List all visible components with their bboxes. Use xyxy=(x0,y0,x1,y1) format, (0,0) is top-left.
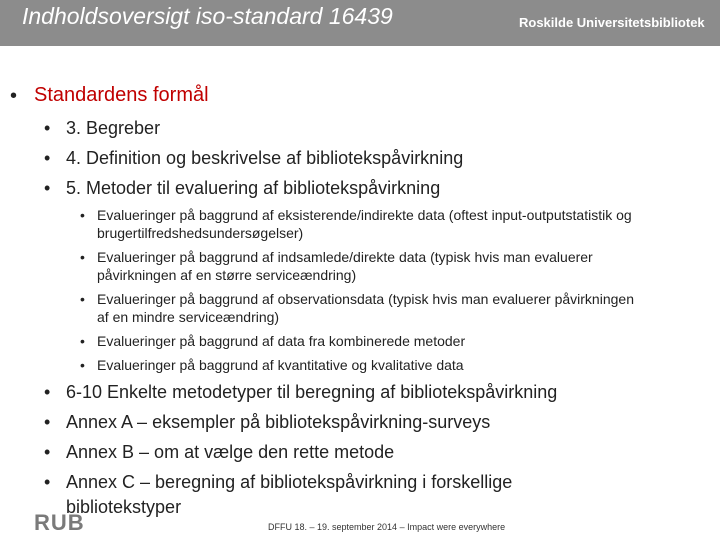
list-item: Annex C – beregning af bibliotekspåvirkning i forskellige xyxy=(66,472,513,492)
list-item: 3. Begreber xyxy=(66,118,161,138)
sub-list-item-continuation: af en mindre serviceændring) xyxy=(97,309,280,325)
bullet-icon: • xyxy=(44,442,51,462)
list-item: 6-10 Enkelte metodetyper til beregning af bibliotekspåvirkning xyxy=(66,382,558,402)
bullet-icon: • xyxy=(44,472,51,492)
sub-list-item: Evalueringer på baggrund af eksisterende/indirekte data (oftest input-outputstatistik og xyxy=(97,207,632,223)
bullet-icon: • xyxy=(80,333,85,349)
bullet-icon: • xyxy=(80,291,85,307)
bullet-icon: • xyxy=(44,178,51,198)
sub-list-item: Evalueringer på baggrund af indsamlede/direkte data (typisk hvis man evaluerer xyxy=(97,249,593,265)
footer-logo: RUB xyxy=(34,510,85,535)
bullet-icon: • xyxy=(80,357,85,373)
list-item-continuation: bibliotekstyper xyxy=(66,497,182,517)
bullet-icon: • xyxy=(10,85,18,107)
list-item: Annex B – om at vælge den rette metode xyxy=(66,442,395,462)
library-logo: Roskilde Universitetsbibliotek xyxy=(519,15,705,30)
sub-list-item: Evalueringer på baggrund af kvantitative og kvalitative data xyxy=(97,357,464,373)
bullet-icon: • xyxy=(44,148,51,168)
bullet-icon: • xyxy=(44,118,51,138)
sub-list-item: Evalueringer på baggrund af observationsdata (typisk hvis man evaluerer påvirkningen xyxy=(97,291,634,307)
slide-title: Indholdsoversigt iso-standard 16439 xyxy=(22,3,393,29)
sub-list-item-continuation: brugertilfredshedsundersøgelser) xyxy=(97,225,304,241)
bullet-icon: • xyxy=(44,412,51,432)
bullet-icon: • xyxy=(44,382,51,402)
list-item: Annex A – eksempler på bibliotekspåvirkning-surveys xyxy=(66,412,491,432)
sub-list-item-continuation: påvirkningen af en større serviceændring) xyxy=(97,267,357,283)
footer-text: DFFU 18. – 19. september 2014 – Impact were everywhere xyxy=(268,522,506,532)
bullet-icon: • xyxy=(80,207,85,223)
header-bar xyxy=(0,0,720,46)
section-heading: Standardens formål xyxy=(34,84,209,106)
list-item: 4. Definition og beskrivelse af bibliotekspåvirkning xyxy=(66,148,464,168)
sub-list-item: Evalueringer på baggrund af data fra kombinerede metoder xyxy=(97,333,466,349)
list-item: 5. Metoder til evaluering af bibliotekspåvirkning xyxy=(66,178,441,198)
bullet-icon: • xyxy=(80,249,85,265)
